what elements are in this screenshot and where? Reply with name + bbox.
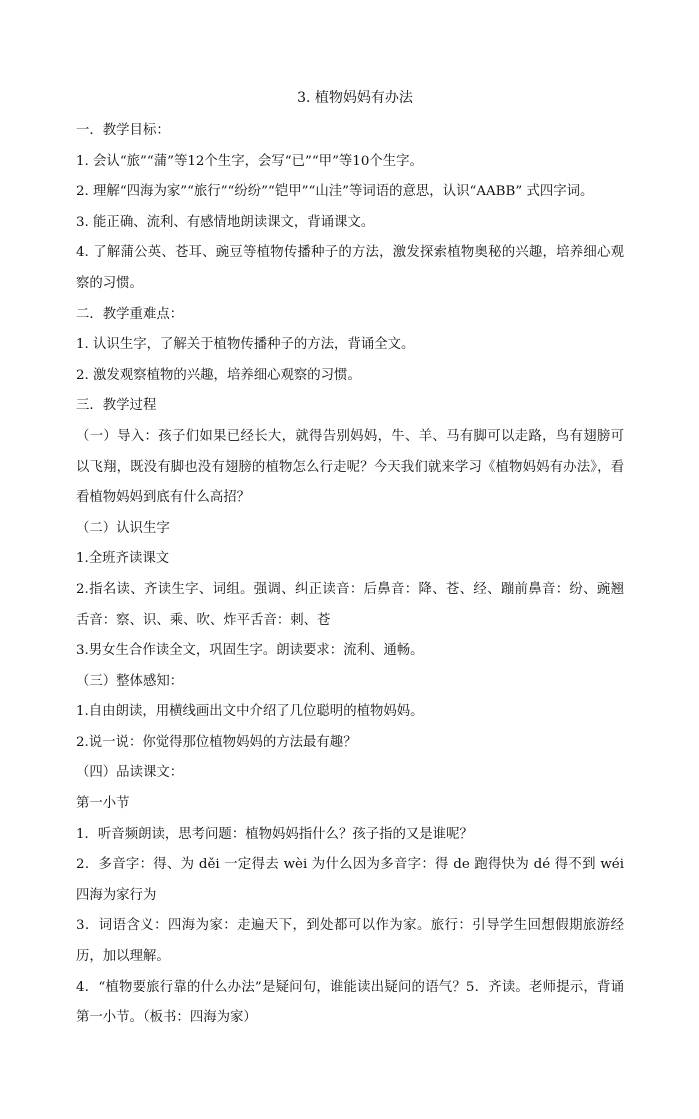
overview-step-2: 2.说一说：你觉得那位植物妈妈的方法最有趣？ xyxy=(76,734,357,750)
key-point-item-2: 2. 激发观察植物的兴趣，培养细心观察的习惯。 xyxy=(76,367,361,383)
process-intro: （一）导入：孩子们如果已经长大，就得告别妈妈，牛、羊、马有脚可以走路，鸟有翅膀可以飞翔，既没有脚也没有翅膀的植物怎么行走呢？今天我们就来学习《植物妈妈有办法》，看看植物妈妈到底有什么高招？ xyxy=(76,428,624,506)
subsection-heading-overview: （三）整体感知： xyxy=(76,673,184,689)
objective-item-4: 4. 了解蒲公英、苍耳、豌豆等植物传播种子的方法，激发探索植物奥秘的兴趣，培养细心观察的习惯。 xyxy=(76,245,624,291)
lesson-title: 3. 植物妈妈有办法 xyxy=(297,90,413,106)
objective-item-1: 1. 会认“旅”“蒲”等12个生字，会写“已”“甲”等10个生字。 xyxy=(76,153,423,169)
reading-step-3: 3．词语含义：四海为家：走遍天下，到处都可以作为家。旅行：引导学生回想假期旅游经历，加以理解。 xyxy=(76,918,624,965)
subsection-heading-characters: （二）认识生字 xyxy=(76,520,170,536)
section-heading-process: 三．教学过程 xyxy=(76,398,157,414)
characters-step-3: 3.男女生合作读全文，巩固生字。朗读要求：流利、通畅。 xyxy=(76,643,424,659)
reading-step-1: 1．听音频朗读，思考问题：植物妈妈指什么？孩子指的又是谁呢？ xyxy=(76,826,473,842)
characters-step-1: 1.全班齐读课文 xyxy=(76,551,170,567)
reading-step-4: 4．“植物要旅行靠的什么办法”是疑问句，谁能读出疑问的语气？5．齐读。老师提示，背诵第一小节。（板书：四海为家） xyxy=(76,979,624,1026)
lesson-body xyxy=(76,116,624,1034)
section-heading-objectives: 一．教学目标： xyxy=(76,123,170,138)
overview-step-1: 1.自由朗读，用横线画出文中介绍了几位聪明的植物妈妈。 xyxy=(76,704,424,720)
objective-item-2: 2. 理解“四海为家”“旅行”“纷纷”“铠甲”“山洼”等词语的意思，认识“AABB” 式四字词。 xyxy=(76,184,594,200)
reading-step-2: 2．多音字：得、为 děi 一定得去 wèi 为什么因为多音字：得 de 跑得快为 dé 得不到 wéi 四海为家行为 xyxy=(76,857,624,903)
subsection-heading-reading: （四）品读课文： xyxy=(76,765,184,781)
section-label-first-stanza: 第一小节 xyxy=(76,796,130,812)
characters-step-2: 2.指名读、齐读生字、词组。强调、纠正读音：后鼻音：降、苍、经、蹦前鼻音：纷、豌翘舌音：察、识、乘、吹、炸平舌音：刺、苍 xyxy=(76,581,624,628)
key-point-item-1: 1. 认识生字，了解关于植物传播种子的方法，背诵全文。 xyxy=(76,337,415,353)
section-heading-key-points: 二．教学重难点： xyxy=(76,306,184,322)
objective-item-3: 3. 能正确、流利、有感情地朗读课文，背诵课文。 xyxy=(76,214,375,230)
